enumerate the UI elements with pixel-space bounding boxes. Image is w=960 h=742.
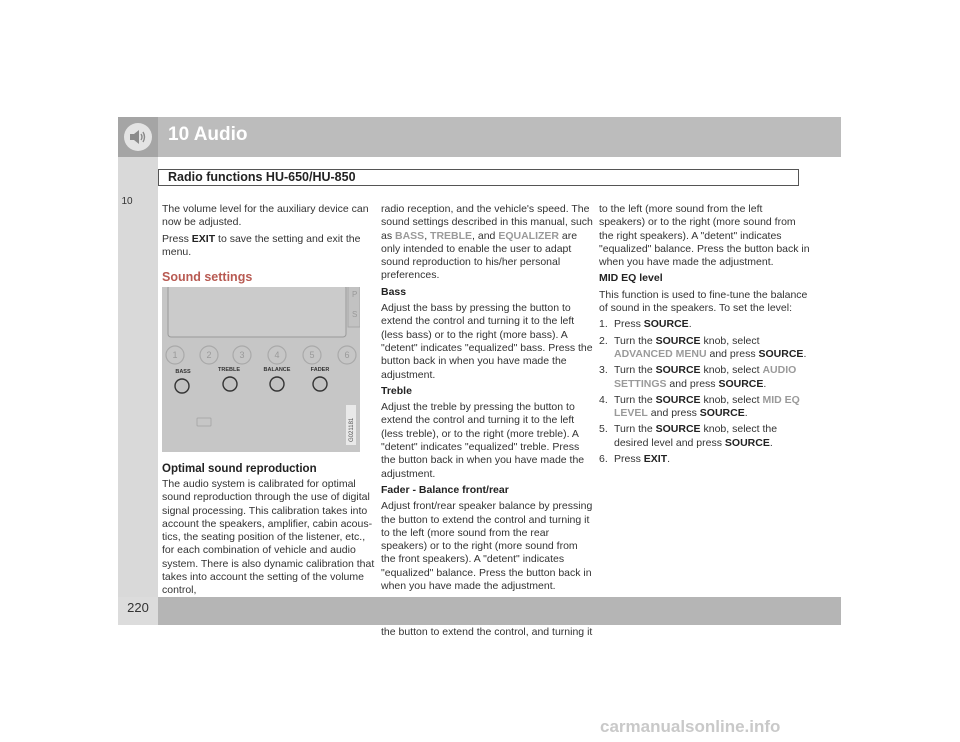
text: to save the setting and exit the menu. — [162, 232, 361, 258]
text: . — [667, 453, 671, 466]
step-item — [599, 364, 811, 391]
step-number: 6. — [599, 453, 608, 466]
chapter-title: 10 Audio — [168, 124, 248, 145]
keyword: SOURCE — [655, 423, 701, 436]
text: , — [424, 229, 431, 242]
step-item — [599, 318, 811, 331]
text: Press — [162, 232, 192, 245]
heading-bass: Bass — [381, 285, 407, 298]
step-item — [599, 423, 811, 450]
text: Turn the — [614, 364, 656, 377]
subsection-heading — [381, 385, 593, 398]
text: and press — [706, 347, 759, 360]
keyword: SOURCE — [718, 377, 764, 390]
step-item — [599, 453, 811, 466]
paragraph: This function is used to fine-tune the balance of sound in the speakers. To set the level: — [599, 288, 808, 315]
step-number: 2. — [599, 334, 608, 347]
text: . — [803, 347, 807, 360]
figure-code: G021181 — [349, 417, 355, 442]
paragraph: the button to extend the control, and turning it — [381, 625, 593, 638]
sound-settings-heading: Sound settings — [162, 270, 253, 284]
exit-keyword: EXIT — [191, 232, 216, 245]
paragraph — [162, 233, 374, 260]
keyword: EXIT — [643, 453, 668, 466]
text: Turn the — [614, 393, 656, 406]
optimal-sound-body: The audio system is calibrated for optimal sound reproduction through the use of digital signal processing. This calibration takes into account the speakers, amplifier, cabin acoustics, the seating position of the listener, etc., for each combination of vehicle and audio system. There is also dynamic calibration that takes into account the setting of the volume control, — [162, 478, 375, 597]
keyword: SOURCE — [655, 393, 701, 406]
heading-treble: Treble — [381, 384, 412, 397]
menu-term-bass: BASS — [395, 229, 425, 242]
text: Turn the — [614, 423, 656, 436]
step-number: 3. — [599, 364, 608, 377]
text: knob, select the desired level and press — [614, 423, 778, 449]
text: . — [763, 377, 767, 390]
speaker-icon — [124, 123, 152, 151]
step-number: 4. — [599, 393, 608, 406]
page-number: 220 — [127, 600, 149, 615]
paragraph: to the left (more sound from the left speakers) or to the right (more sound from the right speakers). A "detent" indicates "equalized" balance. Press the button back in when you have made the adjustment. — [599, 203, 810, 269]
section-title: Radio functions HU-650/HU-850 — [168, 170, 356, 184]
text: Press — [614, 318, 644, 331]
text: . — [769, 436, 773, 449]
text: and press — [666, 377, 719, 390]
paragraph — [381, 203, 593, 283]
text: knob, select — [700, 334, 760, 347]
subsection-heading — [381, 484, 593, 497]
footer-bar — [118, 597, 841, 625]
menu-term: MID EQ LEVEL — [614, 393, 800, 420]
text: and press — [647, 407, 700, 420]
keyword: SOURCE — [699, 407, 745, 420]
text: are only intended to enable the user to adapt sound reproduction to his/her personal preferences. — [381, 229, 578, 282]
knob-label-treble: TREBLE — [218, 367, 240, 373]
menu-term-treble: TREBLE — [430, 229, 473, 242]
column-2 — [381, 203, 593, 642]
keyword: SOURCE — [758, 347, 804, 360]
column-1-top — [162, 203, 374, 262]
subsection-heading — [381, 286, 593, 299]
step-number: 1. — [599, 318, 608, 331]
text: The volume level for the auxiliary device can now be adjusted. — [162, 203, 369, 229]
optimal-sound-subheading: Optimal sound reproduction — [162, 463, 317, 475]
mid-eq-steps — [599, 318, 811, 466]
preset-number: 5 — [309, 350, 315, 360]
figure-edge-letter: P — [352, 290, 358, 299]
keyword: SOURCE — [655, 334, 701, 347]
paragraph — [162, 203, 374, 230]
text: . — [744, 407, 748, 420]
step-number: 5. — [599, 423, 608, 436]
preset-number: 1 — [172, 350, 178, 360]
text: . — [688, 318, 692, 331]
text: Turn the — [614, 334, 656, 347]
menu-term: AUDIO SETTINGS — [614, 364, 797, 390]
preset-number: 6 — [344, 350, 350, 360]
preset-number: 2 — [206, 350, 212, 360]
menu-term: ADVANCED MENU — [614, 347, 707, 360]
knob-label-fader: FADER — [310, 367, 330, 373]
audio-panel-figure — [162, 287, 360, 452]
knob-label-balance: BALANCE — [263, 367, 291, 373]
step-item — [599, 335, 811, 362]
keyword: SOURCE — [724, 436, 770, 449]
keyword: SOURCE — [655, 364, 701, 377]
knob-label-bass: BASS — [175, 369, 191, 375]
preset-number: 4 — [274, 350, 280, 360]
column-3 — [599, 203, 811, 469]
watermark: carmanualsonline.info — [600, 717, 781, 736]
paragraph: Adjust the bass by pressing the button to extend the control and turning it to the left (less bass) or to the right (more bass). A "detent" indicates "equalized" bass. Press the button back in when you have made the adjustment. — [381, 302, 593, 381]
subsection-heading — [599, 272, 811, 285]
text: knob, select — [700, 393, 763, 406]
heading-fader: Fader - Balance front/rear — [381, 483, 509, 496]
text: Press — [614, 453, 644, 466]
paragraph: Adjust the treble by pressing the button to extend the control and turning it to the left (less treble), or to the right (more treble). A "detent" indicates "equalized" treble. Press the button back in when you have made the adjustment. — [381, 401, 585, 480]
chapter-tab — [118, 157, 158, 597]
text: , and — [472, 229, 499, 242]
menu-term-equalizer: EQUALIZER — [498, 229, 559, 242]
keyword: SOURCE — [643, 318, 689, 331]
heading-mid-eq: MID EQ level — [599, 272, 663, 285]
step-item — [599, 394, 811, 421]
chapter-tab-number: 10 — [121, 196, 133, 207]
text: radio reception, and the vehicle's speed. The sound settings described in this manual, such as — [381, 203, 593, 242]
paragraph: Adjust front/rear speaker balance by pressing the button to extend the control and turning it to the left (more sound from the rear speakers) or to the right (more sound from the front speakers). A "detent" indicates "equalized" balance. Press the button back in when you have made the adjustment. — [381, 500, 593, 593]
preset-number: 3 — [239, 350, 245, 360]
text: knob, select — [700, 364, 763, 377]
figure-edge-letter: S — [352, 310, 358, 319]
